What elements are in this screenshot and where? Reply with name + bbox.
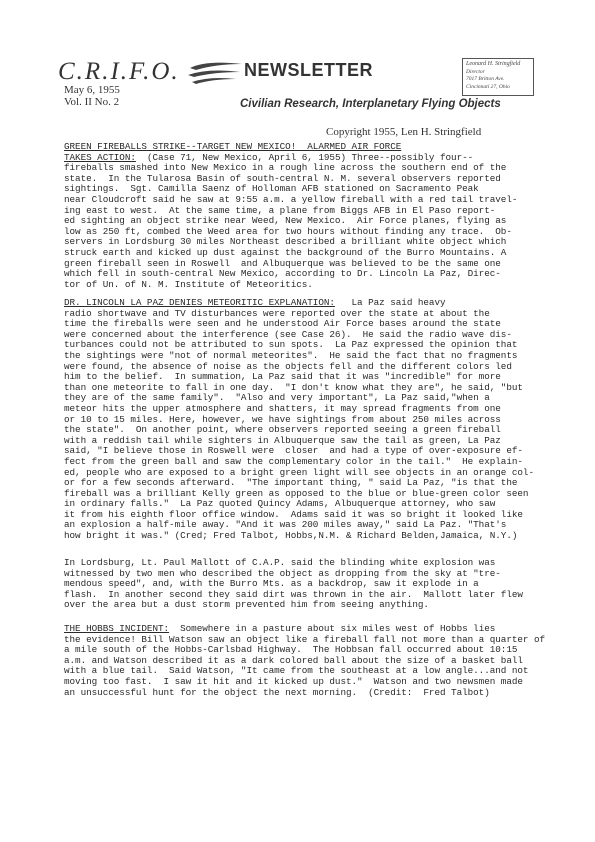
text-line: were concerned about the interference (see Case 26). He said the radio wave dis- xyxy=(64,328,512,340)
text-line: Somewhere in a pasture about six miles west of Hobbs lies xyxy=(169,623,496,634)
text-line: ing east to west. At the same time, a plane from Biggs AFB in El Paso report- xyxy=(64,204,496,216)
text-line: than one meteorite to fall in one day. "I don't know what they are", he said, "but xyxy=(64,381,523,393)
text-line: in ordinary falls." La Paz quoted Quincy Adams, Albuquerque attorney, who saw xyxy=(64,498,496,510)
text-line: radio shortwave and TV disturbances were reported over the state at about the xyxy=(64,307,490,319)
article-heading: THE HOBBS INCIDENT: xyxy=(64,623,170,634)
issue-volume: Vol. II No. 2 xyxy=(64,96,120,108)
copyright-notice: Copyright 1955, Len H. Stringfield xyxy=(326,126,482,138)
text-line: fireball was a brilliant Kelly green as opposed to the blue or blue-green color seen xyxy=(64,487,529,499)
text-line: ed sighting an object strike near Weed, New Mexico. Air Force planes, flying as xyxy=(64,215,507,227)
text-line: In Lordsburg, Lt. Paul Mallott of C.A.P. said the blinding white explosion was xyxy=(64,557,496,568)
text-line: mendous speed", and, with the Burro Mts. as a backdrop, saw it explode in a xyxy=(64,578,479,590)
flying-object-logo-icon xyxy=(186,58,246,86)
director-address-box xyxy=(462,58,534,96)
text-line: with a blue tail. Said Watson, "It came from the southeast at a low angle...and not xyxy=(64,665,529,677)
address-line: 7017 Britton Ave. xyxy=(466,76,505,82)
text-line: state. In the Tularosa Basin of south-central N. M. several observers reported xyxy=(64,172,501,184)
article-la-paz xyxy=(64,298,544,542)
text-line: (Case 71, New Mexico, April 6, 1955) Three--possibly four-- xyxy=(146,151,474,163)
text-line: how bright it was." (Cred; Fred Talbot, Hobbs,N.M. & Richard Belden,Jamaica, N.Y.) xyxy=(64,530,518,542)
text-line: or 10 to 15 miles. Here, however, we have sightings from about 250 miles across xyxy=(64,413,501,425)
text-line: an explosion a half-mile away. "And it was 200 miles away," said La Paz. "That's xyxy=(64,519,507,531)
address-line: Director xyxy=(466,68,485,75)
article-heading: GREEN FIREBALLS STRIKE--TARGET NEW MEXICO! ALARMED AIR FORCE xyxy=(64,141,402,152)
text-line: green fireball seen in Roswell and Albuquerque was believed to be the same one xyxy=(64,257,501,269)
text-line: over the area but a dust storm prevented him from seeing anything. xyxy=(64,599,429,611)
text-line: flash. In another second they said dirt was thrown in the air. Mallott later flew xyxy=(64,588,523,600)
text-line: an unsuccessful hunt for the object the next morning. (Credit: Fred Talbot) xyxy=(64,686,490,698)
text-line: near Cloudcroft said he saw at 9:55 a.m. a yellow fireball with a red tail travel- xyxy=(64,193,518,205)
newsletter-label: NEWSLETTER xyxy=(244,60,373,80)
text-line: turbances could not be attributed to sun spots. La Paz expressed the opinion that xyxy=(64,339,518,351)
text-line: said, "I believe those in Roswell were closer and had a type of over-exposure ef- xyxy=(64,445,523,457)
article-heading: DR. LINCOLN LA PAZ DENIES METEORITIC EXPLANATION: xyxy=(64,297,335,308)
text-line: fect from the green ball and saw the complementary color in the tail." He explain- xyxy=(64,455,523,467)
text-line: with a reddish tail while sighters in Albuquerque saw the tail as green, La Paz xyxy=(64,434,501,446)
text-line: witnessed by two men who described the object as dropping from the sky at "tre- xyxy=(64,567,501,579)
text-line: they are of the same family". "Also and very important", La Paz said,"when a xyxy=(64,392,490,404)
text-line: sightings. Sgt. Camilla Saenz of Holloman AFB stationed on Sacramento Peak xyxy=(64,183,479,195)
text-line: the sightings were "not of normal meteorites". He said the fact that no fragments xyxy=(64,349,518,361)
text-line: fireballs smashed into New Mexico in a rough line across the southern end of the xyxy=(64,162,507,174)
text-line: or for a few seconds afterward. "The important thing, " said La Paz, "is that the xyxy=(64,477,518,489)
text-line: low as 250 ft, combed the Weed area for two hours without finding any trace. Ob- xyxy=(64,225,512,237)
text-line: which fell in south-central New Mexico, according to Dr. Lincoln La Paz, Direc- xyxy=(64,268,501,280)
text-line: tor of Un. of N. M. Institute of Meteoritics. xyxy=(64,278,313,290)
address-line: Leonard H. Stringfield xyxy=(466,61,521,67)
text-line: servers in Lordsburg 30 miles Northeast described a brilliant white object which xyxy=(64,236,507,248)
text-line: were found, the absence of noise as the objects fell and the different colors led xyxy=(64,360,512,372)
issue-info xyxy=(64,84,120,108)
article-hobbs-incident xyxy=(64,624,544,698)
text-line: the state". On another point, where observers reported seeing a green fireball xyxy=(64,424,501,436)
text-line: him to the belief. In summation, La Paz said that it was "incredible" for more xyxy=(64,371,501,383)
text-line: moving too fast. I saw it hit and it kicked up dust." Watson and two newsmen made xyxy=(64,675,523,687)
text-line: a.m. and Watson described it as a dark colored ball about the size of a basket ball xyxy=(64,654,523,666)
text-line: struck earth and kicked up dust against the background of the Burro Mountains. A xyxy=(64,246,507,258)
text-line: meteor hits the upper atmosphere and shatters, it may spread fragments from one xyxy=(64,402,501,414)
article-heading-continued: TAKES ACTION: xyxy=(64,151,136,163)
article-lordsburg xyxy=(64,558,544,611)
newsletter-subtitle: Civilian Research, Interplanetary Flying Objects xyxy=(240,98,501,110)
text-line: a mile south of the Hobbs-Carlsbad Highway. The Hobbsan fall occurred about 10:15 xyxy=(64,644,518,656)
text-line: the evidence! Bill Watson saw an object like a fireball fall not more than a quarter of xyxy=(64,633,546,645)
address-line: Cincinnati 27, Ohio xyxy=(466,83,510,90)
newsletter-title: C.R.I.F.O. xyxy=(58,58,180,85)
issue-date: May 6, 1955 xyxy=(64,84,120,96)
text-line: ed, people who are exposed to a bright green light will see objects in an orange col- xyxy=(64,466,534,478)
text-line: it from his eighth floor office window. Adams said it was so bright it looked like xyxy=(64,508,523,520)
text-line: La Paz said heavy xyxy=(334,297,446,308)
article-green-fireballs xyxy=(64,142,544,290)
text-line: time the fireballs were seen and he understood Air Force bases around the state xyxy=(64,318,501,330)
